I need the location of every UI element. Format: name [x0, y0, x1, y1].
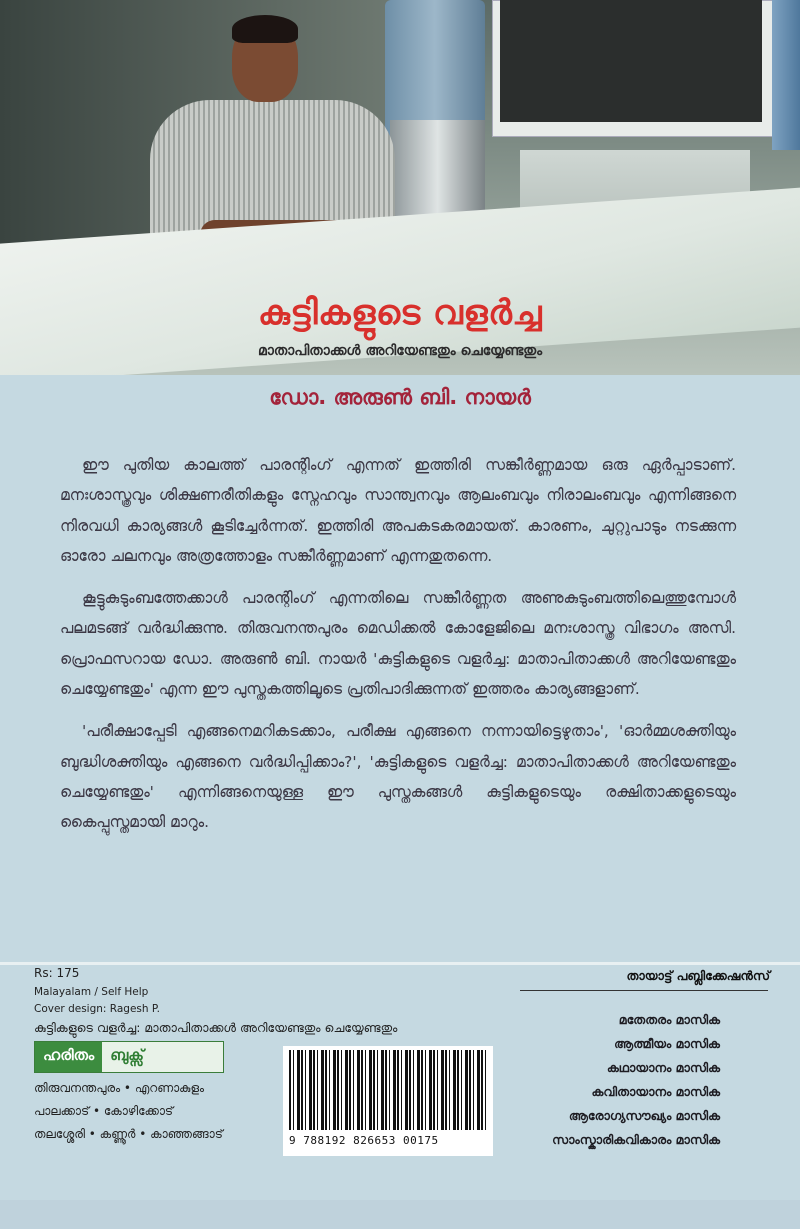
blurb-paragraph-1: ഈ പുതിയ കാലത്ത് പാരന്റിംഗ് എന്നത് ഇത്തിരി സങ്കീർണ്ണമായ ഒരു ഏർപ്പാടാണ്. മനഃശാസ്ത്രവും ശിക്ഷണരീതികളും സ്നേഹവും സാന്ത്വനവും ആലംബവും നിരാലംബവും എന്നിങ്ങനെ നിരവധി കാര്യങ്ങൾ കൂടിച്ചേർന്നത്. ഇത്തിരി അപകടകരമായത്. കാരണം, ചുറ്റുപാടും നടക്കുന്ന ഓരോ ചലനവും അത്രത്തോളം സങ്കീർണ്ണമാണ് എന്നതുതന്നെ.: [60, 456, 736, 565]
blurb-paragraph-3: 'പരീക്ഷാപ്പേടി എങ്ങനെമറികടക്കാം, പരീക്ഷ എങ്ങനെ നന്നായിട്ടെഴുതാം', 'ഓർമ്മശക്തിയും ബുദ്ധിശക്തിയും എങ്ങനെ വർദ്ധിപ്പിക്കാം?', 'കുട്ടികളുടെ വളർച്ച: മാതാപിതാക്കൾ അറിയേണ്ടതും ചെയ്യേണ്ടതും' എന്നിങ്ങനെയുള്ള ഈ പുസ്തകങ്ങൾ കുട്ടികളുടെയും രക്ഷിതാക്കളുടെയും കൈപ്പുസ്തമായി മാറും.: [60, 722, 736, 832]
magazine-item: കവിതായാനം മാസിക: [591, 1084, 720, 1099]
logo-right-text: ബുക്സ്: [102, 1042, 223, 1072]
price-label: Rs: 175: [34, 966, 80, 980]
haritham-books-logo: [34, 1041, 224, 1073]
bottom-edge: [0, 1200, 800, 1229]
isbn-barcode: [283, 1046, 493, 1156]
book-subtitle: മാതാപിതാക്കൾ അറിയേണ്ടതും ചെയ്യേണ്ടതും: [257, 343, 543, 359]
city-line-1: തിരുവനന്തപുരം • എറണാകുളം: [34, 1081, 205, 1095]
publisher-underline: [520, 990, 768, 991]
genre-label: Malayalam / Self Help: [34, 986, 149, 998]
blurb-paragraph-2: കൂട്ടുകുടുംബത്തേക്കാൾ പാരന്റിംഗ് എന്നതിലെ സങ്കീർണ്ണത അണുകുടുംബത്തിലെത്തുമ്പോൾ പലമടങ്ങ് വർദ്ധിക്കുന്നു. തിരുവനന്തപുരം മെഡിക്കൽ കോളേജിലെ മനഃശാസ്ത്ര വിഭാഗം അസി. പ്രൊഫസറായ ഡോ. അരുൺ ബി. നായർ 'കുട്ടികളുടെ വളർച്ച: മാതാപിതാക്കൾ അറിയേണ്ടതും ചെയ്യേണ്ടതും' എന്ന ഈ പുസ്തകത്തിലൂടെ പ്രതിപാദിക്കുന്നത് ഇത്തരം കാര്യങ്ങളാണ്.: [60, 589, 736, 699]
logo-left-text: ഹരിതം: [35, 1042, 102, 1072]
author-hair: [232, 15, 298, 43]
author-name: ഡോ. അരുൺ ബി. നായർ: [269, 385, 531, 409]
photo-right-panel: [772, 0, 800, 150]
magazine-item: സാംസ്കാരികവികാരം മാസിക: [552, 1132, 720, 1147]
publisher-name: തായാട്ട് പബ്ലിക്കേഷൻസ്: [626, 968, 770, 983]
full-title-label: കുട്ടികളുടെ വളർച്ച: മാതാപിതാക്കൾ അറിയേണ്ടതും ചെയ്യേണ്ടതും: [34, 1020, 398, 1035]
magazine-item: ആത്മീയം മാസിക: [614, 1036, 720, 1051]
book-title: കുട്ടികളുടെ വളർച്ച: [257, 293, 543, 333]
blurb-text: [60, 450, 736, 850]
magazine-item: കഥായാനം മാസിക: [606, 1060, 720, 1075]
section-divider: [0, 962, 800, 965]
cover-credit: Cover design: Ragesh P.: [34, 1003, 160, 1015]
city-line-2: പാലക്കാട് • കോഴിക്കോട്: [34, 1104, 174, 1118]
photo-monitor-screen: [500, 0, 762, 122]
magazine-item: ആരോഗ്യസൗഖ്യം മാസിക: [568, 1108, 720, 1123]
barcode-bars: [289, 1050, 487, 1130]
barcode-number: 9 788192 826653 00175: [289, 1134, 439, 1147]
magazine-item: മതേതരം മാസിക: [618, 1012, 720, 1027]
city-line-3: തലശ്ശേരി • കണ്ണൂർ • കാഞ്ഞങ്ങാട്: [34, 1127, 223, 1141]
